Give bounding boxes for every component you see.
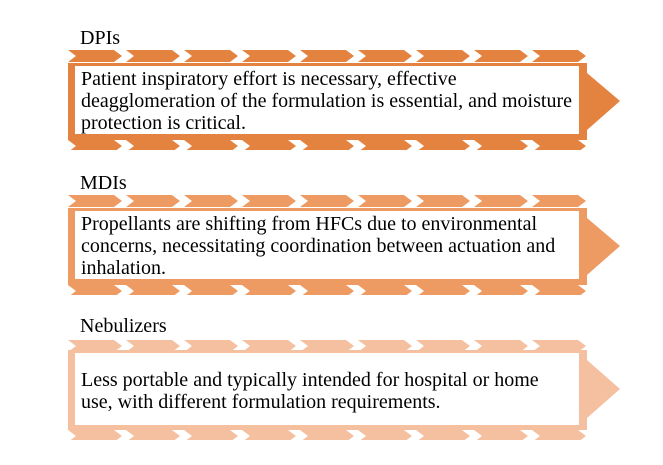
dpis-top-chevron-7: [416, 50, 470, 62]
nebulizers-bottom-chevron-6: [358, 430, 412, 440]
nebulizers-bottom-chevron-8: [474, 430, 528, 440]
mdis-top-chevron-5: [300, 195, 354, 207]
dpis-top-chevron-2: [126, 50, 180, 62]
nebulizers-heading: Nebulizers: [80, 315, 167, 337]
mdis-heading: MDIs: [80, 172, 127, 194]
dpis-top-chevron-9: [532, 50, 586, 62]
mdis-top-chevron-4: [242, 195, 296, 207]
nebulizers-bottom-chevron-9: [532, 430, 586, 440]
mdis-top-chevron-3: [184, 195, 238, 207]
nebulizers-bottom-chevron-5: [300, 430, 354, 440]
nebulizers-bottom-chevron-4: [242, 430, 296, 440]
mdis-top-chevron-6: [358, 195, 412, 207]
dpis-top-chevron-5: [300, 50, 354, 62]
nebulizers-block: [0, 290, 663, 440]
dpis-description: Patient inspiratory effort is necessary, effective deagglomeration of the formulation is essential, and moisture protection is critical.: [72, 63, 582, 137]
nebulizers-bottom-chevron-7: [416, 430, 470, 440]
dpis-heading: DPIs: [80, 27, 121, 49]
mdis-top-chevron-1: [68, 195, 122, 207]
mdis-top-chevron-7: [416, 195, 470, 207]
mdis-top-chevron-8: [474, 195, 528, 207]
dpis-top-chevron-1: [68, 50, 122, 62]
nebulizers-description: Less portable and typically intended for hospital or home use, with different formulation requirements.: [72, 350, 582, 428]
dpis-top-chevron-3: [184, 50, 238, 62]
mdis-top-chevron-9: [532, 195, 586, 207]
dpis-top-chevron-6: [358, 50, 412, 62]
dpis-top-chevron-4: [242, 50, 296, 62]
mdis-block: [0, 145, 663, 295]
dpis-top-chevron-8: [474, 50, 528, 62]
nebulizers-bottom-chevron-3: [184, 430, 238, 440]
dpis-block: [0, 0, 663, 150]
mdis-top-chevron-2: [126, 195, 180, 207]
nebulizers-bottom-chevron-1: [68, 430, 122, 440]
nebulizers-bottom-chevron-2: [126, 430, 180, 440]
mdis-description: Propellants are shifting from HFCs due to environmental concerns, necessitating coordination between actuation and inhalation.: [72, 208, 582, 282]
